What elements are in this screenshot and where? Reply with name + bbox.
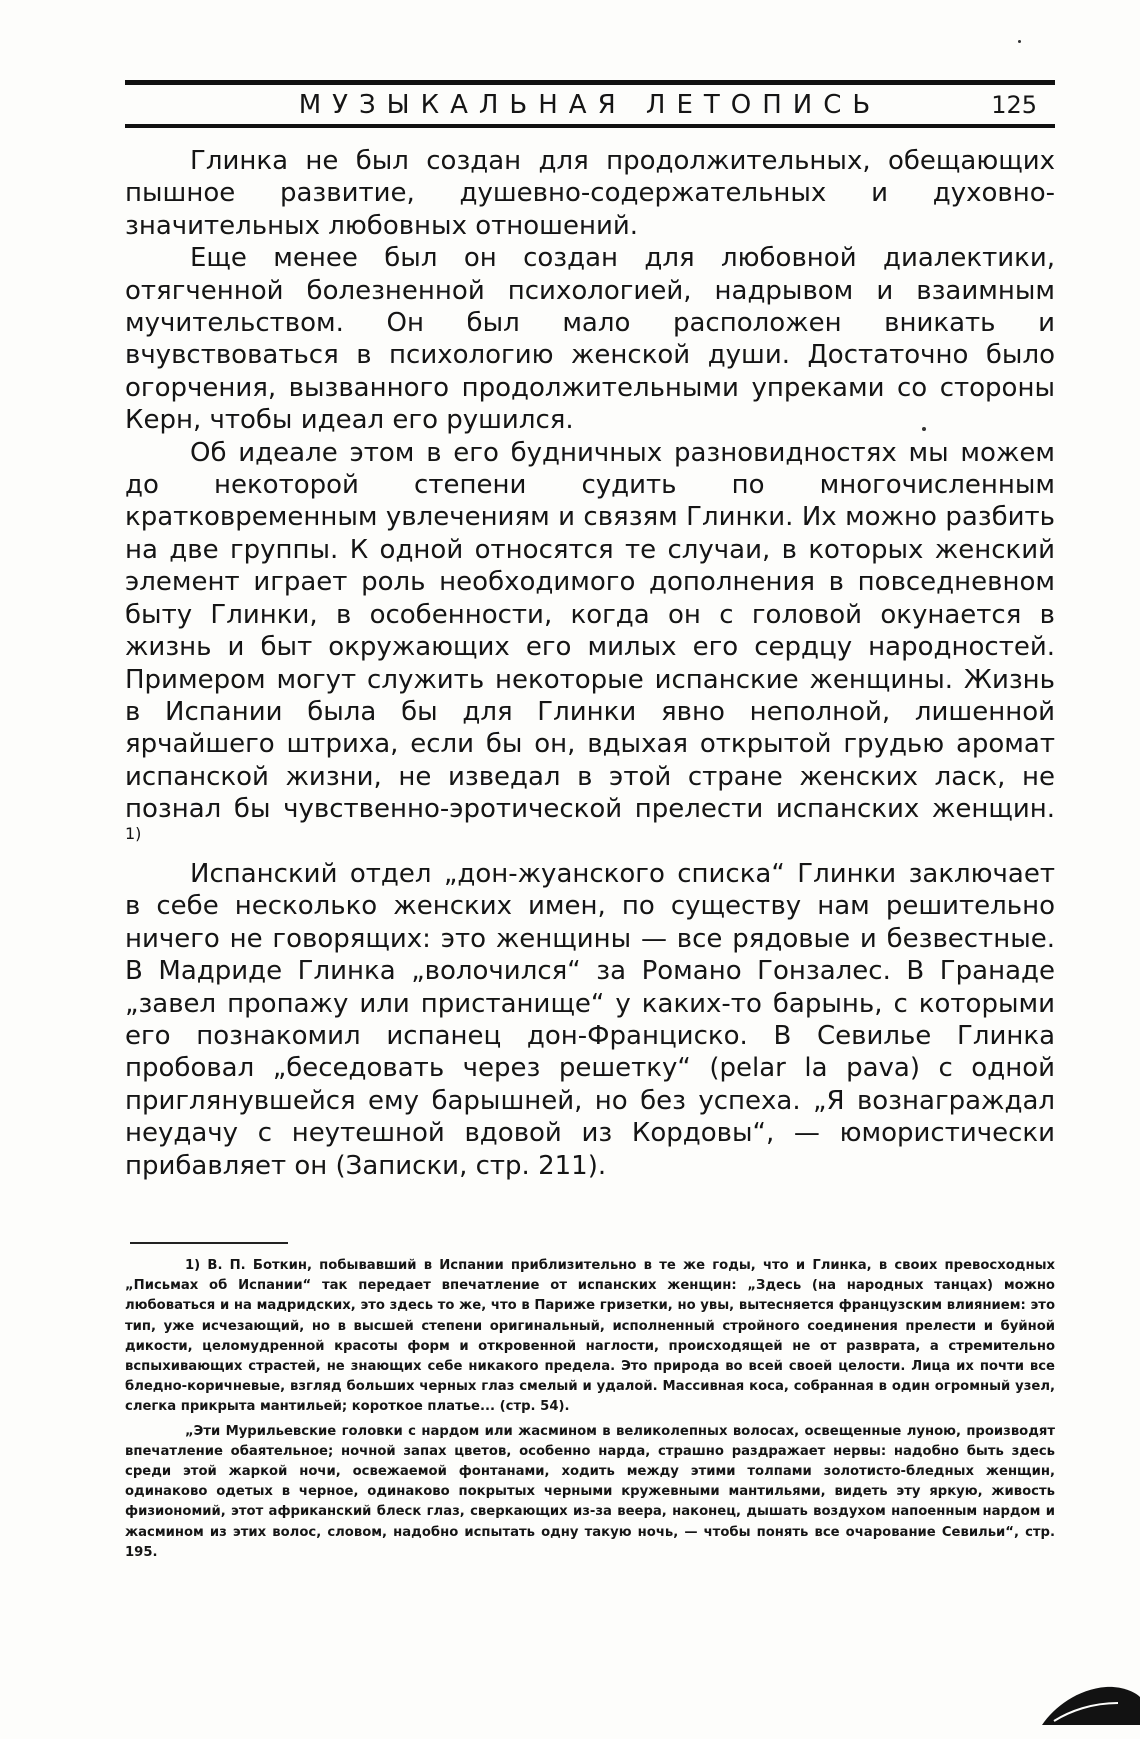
footnote-separator [130,1242,288,1244]
header-top-rule [125,80,1055,85]
paragraph-3-text: Об идеале этом в его будничных разновидностях мы можем до некоторой степени судить по многочисленным кратковременным увлечениям и связям Глинки. Их можно разбить на две группы. К одной относятся те случаи, в которых женский элемент играет роль необходимого дополнения в повседневном быту Глинки, в особенности, когда он с головой окунается в жизнь и быт окружающих его милых его сердцу народностей. Примером могут служить некоторые испанские женщины. Жизнь в Испании была бы для Глинки явно неполной, лишенной ярчайшего штриха, если бы он, вдыхая открытой грудью аромат испанской жизни, не изведал в этой стране женских ласк, не познал бы чувственно-эротической прелести испанских женщин. [125,437,1055,825]
paragraph-1: Глинка не был создан для продолжительных, обещающих пышное развитие, душевно-содержательных и духовно-значительных любовных отношений. [125,146,1055,241]
paragraph-4: Испанский отдел „дон-жуанского списка“ Глинки заключает в себе несколько женских имен, по существу нам решительно ничего не говорящих: это женщины — все рядовые и безвестные. В Мадриде Глинка „волочился“ за Романо Гонзалес. В Гранаде „завел пропажу или пристанище“ у каких-то барынь, с которыми его познакомил испанец дон-Франциско. В Севилье Глинка пробовал „беседовать через решетку“ (pelar la pava) с одной приглянувшейся ему барышней, но без успеха. „Я вознаграждал неудачу с неутешной вдовой из Кордовы“, — юмористически прибавляет он (Записки, стр. 211). [125,858,1055,1181]
print-speck [1018,40,1021,43]
paragraph-2: Еще менее был он создан для любовной диалектики, отягченной болезненной психологией, надрывом и взаимным мучительством. Он был мало расположен вникать и вчувствоваться в психологию женской души. Достаточно было огорчения, вызванного продолжительными упреками со стороны Керн, чтобы идеал его рушился. [125,243,1055,436]
footnote-1-continued: „Эти Мурильевские головки с нардом или жасмином в великолепных волосах, освещенные луною, производят впечатление обаятельное; ночной запах цветов, особенно нарда, страшно раздражает нервы: надобно быть здесь среди этой жаркой ночи, освежаемой фонтанами, ходить между этими толпами золотисто-бледных женщин, одинаково одетых в черное, одинаково покрытых черными кружевными мантильями, видеть эту яркую, живость физиономий, этот африканский блеск глаз, сверкающих из-за веера, наконец, дышать воздухом напоенным нардом и жасмином из этих волос, словом, надобно испытать одну такую ночь, — чтобы понять все очарование Севильи“, стр. 195. [125,1423,1055,1560]
printer-ornament-icon [1040,1681,1140,1727]
running-header [125,80,1055,130]
footnote-reference: 1) [125,823,142,843]
footnote-1: 1) В. П. Боткин, побывавший в Испании приблизительно в те же годы, что и Глинка, в своих превосходных „Письмах об Испании“ так передает впечатление от испанских женщин: „Здесь (на народных танцах) можно любоваться и на мадридских, это здесь то же, что в Париже гризетки, но увы, вытесняется французским влиянием: это тип, уже исчезающий, но в высшей степени оригинальный, исполненный стройного соединения прелести и буйной дикости, целомудренной красоты форм и откровенной наглости, происходящей не от разврата, а стремительно вспыхивающих страстей, не знающих себе никакого предела. Это природа во всей своей целости. Лица их почти все бледно-коричневые, взгляд больших черных глаз смелый и удалой. Массивная коса, собранная в один огромный узел, слегка прикрыта мантильей; короткое платье... (стр. 54). [125,1258,1055,1415]
journal-title: МУЗЫКАЛЬНАЯ ЛЕТОПИСЬ [298,90,882,120]
footnotes [125,1256,1055,1563]
paragraph-3 [125,437,1055,858]
print-speck [922,427,926,431]
main-text [125,145,1055,1182]
page-number: 125 [991,91,1037,119]
header-bottom-rule [125,124,1055,128]
